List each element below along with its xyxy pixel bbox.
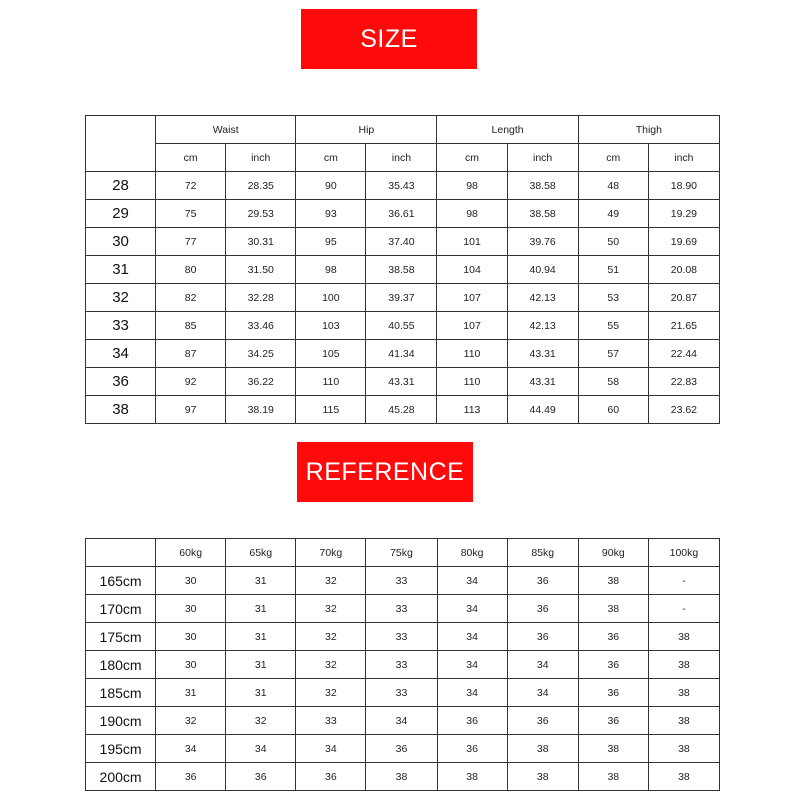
recommended-size-cell: 34 (366, 707, 437, 735)
size-chart-table (85, 115, 720, 424)
measurement-cell: 36.61 (366, 200, 437, 228)
recommended-size-cell: 36 (226, 763, 296, 791)
measurement-cell: 110 (437, 368, 507, 396)
recommended-size-cell: 38 (578, 595, 648, 623)
recommended-size-cell: 38 (578, 763, 648, 791)
measurement-cell: 20.08 (648, 256, 719, 284)
measurement-cell: 50 (578, 228, 648, 256)
recommended-size-cell: 34 (437, 595, 507, 623)
weight-header: 70kg (296, 539, 366, 567)
measurement-cell: 113 (437, 396, 507, 424)
measurement-cell: 43.31 (507, 340, 578, 368)
height-label: 170cm (86, 595, 156, 623)
measurement-cell: 110 (437, 340, 507, 368)
measure-header: Waist (156, 116, 296, 144)
recommended-size-cell: 33 (366, 651, 437, 679)
table-row (86, 368, 720, 396)
measurement-cell: 40.94 (507, 256, 578, 284)
recommended-size-cell: 36 (296, 763, 366, 791)
measurement-cell: 42.13 (507, 312, 578, 340)
table-row (86, 651, 720, 679)
recommended-size-cell: - (648, 595, 719, 623)
measurement-cell: 34.25 (226, 340, 296, 368)
recommended-size-cell: 34 (296, 735, 366, 763)
measurement-cell: 57 (578, 340, 648, 368)
recommended-size-cell: 36 (366, 735, 437, 763)
size-label: 28 (86, 172, 156, 200)
measure-header: Thigh (578, 116, 719, 144)
measurement-cell: 20.87 (648, 284, 719, 312)
height-label: 180cm (86, 651, 156, 679)
recommended-size-cell: 34 (507, 679, 578, 707)
recommended-size-cell: 32 (226, 707, 296, 735)
size-banner (301, 9, 477, 69)
recommended-size-cell: 33 (366, 679, 437, 707)
weight-header: 75kg (366, 539, 437, 567)
recommended-size-cell: 34 (156, 735, 226, 763)
weight-header: 80kg (437, 539, 507, 567)
measurement-cell: 38.58 (366, 256, 437, 284)
measurement-cell: 19.29 (648, 200, 719, 228)
table-row (86, 623, 720, 651)
table-row (86, 567, 720, 595)
recommended-size-cell: 38 (366, 763, 437, 791)
weight-header-row (86, 539, 720, 567)
recommended-size-cell: 38 (648, 707, 719, 735)
measurement-cell: 42.13 (507, 284, 578, 312)
measurement-cell: 19.69 (648, 228, 719, 256)
recommended-size-cell: 31 (226, 623, 296, 651)
measurement-cell: 38.58 (507, 172, 578, 200)
measurement-cell: 98 (296, 256, 366, 284)
size-label: 31 (86, 256, 156, 284)
size-label: 30 (86, 228, 156, 256)
measurement-cell: 44.49 (507, 396, 578, 424)
recommended-size-cell: 31 (156, 679, 226, 707)
recommended-size-cell: 32 (296, 623, 366, 651)
measurement-cell: 43.31 (366, 368, 437, 396)
table-row (86, 735, 720, 763)
unit-header: cm (156, 144, 226, 172)
table-row (86, 679, 720, 707)
recommended-size-cell: 38 (648, 623, 719, 651)
unit-header: inch (648, 144, 719, 172)
unit-header: cm (578, 144, 648, 172)
measurement-cell: 87 (156, 340, 226, 368)
measurement-cell: 39.76 (507, 228, 578, 256)
measurement-cell: 31.50 (226, 256, 296, 284)
reference-corner-cell (86, 539, 156, 567)
recommended-size-cell: 30 (156, 651, 226, 679)
measurement-cell: 60 (578, 396, 648, 424)
recommended-size-cell: 33 (366, 623, 437, 651)
recommended-size-cell: 38 (437, 763, 507, 791)
weight-header: 60kg (156, 539, 226, 567)
height-label: 190cm (86, 707, 156, 735)
recommended-size-cell: 36 (437, 707, 507, 735)
measurement-cell: 33.46 (226, 312, 296, 340)
reference-banner (297, 442, 473, 502)
size-label: 38 (86, 396, 156, 424)
recommended-size-cell: 33 (366, 595, 437, 623)
recommended-size-cell: 38 (578, 567, 648, 595)
recommended-size-cell: 36 (507, 623, 578, 651)
recommended-size-cell: 38 (648, 735, 719, 763)
recommended-size-cell: 31 (226, 595, 296, 623)
measurement-cell: 92 (156, 368, 226, 396)
recommended-size-cell: 33 (296, 707, 366, 735)
measurement-cell: 32.28 (226, 284, 296, 312)
measurement-cell: 39.37 (366, 284, 437, 312)
table-row (86, 340, 720, 368)
measurement-cell: 58 (578, 368, 648, 396)
recommended-size-cell: 38 (578, 735, 648, 763)
measurement-cell: 72 (156, 172, 226, 200)
measurement-cell: 105 (296, 340, 366, 368)
measurement-cell: 41.34 (366, 340, 437, 368)
recommended-size-cell: 30 (156, 595, 226, 623)
measurement-cell: 29.53 (226, 200, 296, 228)
measurement-cell: 48 (578, 172, 648, 200)
recommended-size-cell: 36 (578, 651, 648, 679)
size-header-row (86, 116, 720, 144)
measurement-cell: 90 (296, 172, 366, 200)
recommended-size-cell: 32 (156, 707, 226, 735)
measurement-cell: 104 (437, 256, 507, 284)
measure-header: Length (437, 116, 578, 144)
recommended-size-cell: 36 (507, 595, 578, 623)
measurement-cell: 107 (437, 312, 507, 340)
weight-header: 65kg (226, 539, 296, 567)
recommended-size-cell: 34 (437, 567, 507, 595)
recommended-size-cell: 34 (507, 651, 578, 679)
measurement-cell: 45.28 (366, 396, 437, 424)
measurement-cell: 30.31 (226, 228, 296, 256)
recommended-size-cell: 36 (437, 735, 507, 763)
recommended-size-cell: 31 (226, 567, 296, 595)
recommended-size-cell: 30 (156, 567, 226, 595)
unit-header: inch (226, 144, 296, 172)
measurement-cell: 22.83 (648, 368, 719, 396)
measurement-cell: 80 (156, 256, 226, 284)
height-label: 195cm (86, 735, 156, 763)
weight-header: 100kg (648, 539, 719, 567)
recommended-size-cell: 38 (648, 679, 719, 707)
measurement-cell: 103 (296, 312, 366, 340)
measurement-cell: 97 (156, 396, 226, 424)
recommended-size-cell: 32 (296, 567, 366, 595)
measurement-cell: 40.55 (366, 312, 437, 340)
recommended-size-cell: 36 (578, 707, 648, 735)
measurement-cell: 21.65 (648, 312, 719, 340)
size-label: 36 (86, 368, 156, 396)
recommended-size-cell: 34 (437, 679, 507, 707)
measurement-cell: 107 (437, 284, 507, 312)
table-row (86, 228, 720, 256)
recommended-size-cell: 36 (578, 679, 648, 707)
table-row (86, 707, 720, 735)
measurement-cell: 98 (437, 172, 507, 200)
unit-header: inch (366, 144, 437, 172)
recommended-size-cell: 32 (296, 651, 366, 679)
measurement-cell: 101 (437, 228, 507, 256)
unit-header: inch (507, 144, 578, 172)
recommended-size-cell: 38 (507, 735, 578, 763)
measurement-cell: 95 (296, 228, 366, 256)
recommended-size-cell: 33 (366, 567, 437, 595)
measurement-cell: 43.31 (507, 368, 578, 396)
recommended-size-cell: 36 (507, 707, 578, 735)
measurement-cell: 93 (296, 200, 366, 228)
measurement-cell: 98 (437, 200, 507, 228)
size-label: 34 (86, 340, 156, 368)
recommended-size-cell: 30 (156, 623, 226, 651)
recommended-size-cell: 36 (156, 763, 226, 791)
measurement-cell: 38.58 (507, 200, 578, 228)
size-label: 32 (86, 284, 156, 312)
unit-header: cm (296, 144, 366, 172)
measurement-cell: 85 (156, 312, 226, 340)
measurement-cell: 82 (156, 284, 226, 312)
reference-table (85, 538, 720, 791)
table-row (86, 595, 720, 623)
table-row (86, 256, 720, 284)
table-row (86, 763, 720, 791)
measurement-cell: 28.35 (226, 172, 296, 200)
height-label: 175cm (86, 623, 156, 651)
recommended-size-cell: 32 (296, 595, 366, 623)
table-row (86, 172, 720, 200)
measurement-cell: 18.90 (648, 172, 719, 200)
table-row (86, 200, 720, 228)
recommended-size-cell: 34 (437, 651, 507, 679)
measurement-cell: 55 (578, 312, 648, 340)
measurement-cell: 22.44 (648, 340, 719, 368)
size-label: 29 (86, 200, 156, 228)
recommended-size-cell: 31 (226, 651, 296, 679)
measurement-cell: 75 (156, 200, 226, 228)
measurement-cell: 115 (296, 396, 366, 424)
recommended-size-cell: 34 (226, 735, 296, 763)
measurement-cell: 77 (156, 228, 226, 256)
measurement-cell: 110 (296, 368, 366, 396)
unit-header: cm (437, 144, 507, 172)
recommended-size-cell: 36 (507, 567, 578, 595)
measurement-cell: 37.40 (366, 228, 437, 256)
height-label: 200cm (86, 763, 156, 791)
height-label: 165cm (86, 567, 156, 595)
measure-header: Hip (296, 116, 437, 144)
measurement-cell: 51 (578, 256, 648, 284)
measurement-cell: 23.62 (648, 396, 719, 424)
size-corner-cell (86, 116, 156, 172)
weight-header: 85kg (507, 539, 578, 567)
table-row (86, 312, 720, 340)
unit-header-row (86, 144, 720, 172)
weight-header: 90kg (578, 539, 648, 567)
size-title: SIZE (360, 24, 418, 53)
recommended-size-cell: 38 (507, 763, 578, 791)
measurement-cell: 38.19 (226, 396, 296, 424)
measurement-cell: 35.43 (366, 172, 437, 200)
height-label: 185cm (86, 679, 156, 707)
recommended-size-cell: 32 (296, 679, 366, 707)
table-row (86, 284, 720, 312)
recommended-size-cell: - (648, 567, 719, 595)
measurement-cell: 36.22 (226, 368, 296, 396)
recommended-size-cell: 36 (578, 623, 648, 651)
table-row (86, 396, 720, 424)
recommended-size-cell: 34 (437, 623, 507, 651)
recommended-size-cell: 38 (648, 651, 719, 679)
recommended-size-cell: 31 (226, 679, 296, 707)
measurement-cell: 49 (578, 200, 648, 228)
size-label: 33 (86, 312, 156, 340)
reference-title: REFERENCE (305, 457, 465, 486)
measurement-cell: 100 (296, 284, 366, 312)
measurement-cell: 53 (578, 284, 648, 312)
recommended-size-cell: 38 (648, 763, 719, 791)
